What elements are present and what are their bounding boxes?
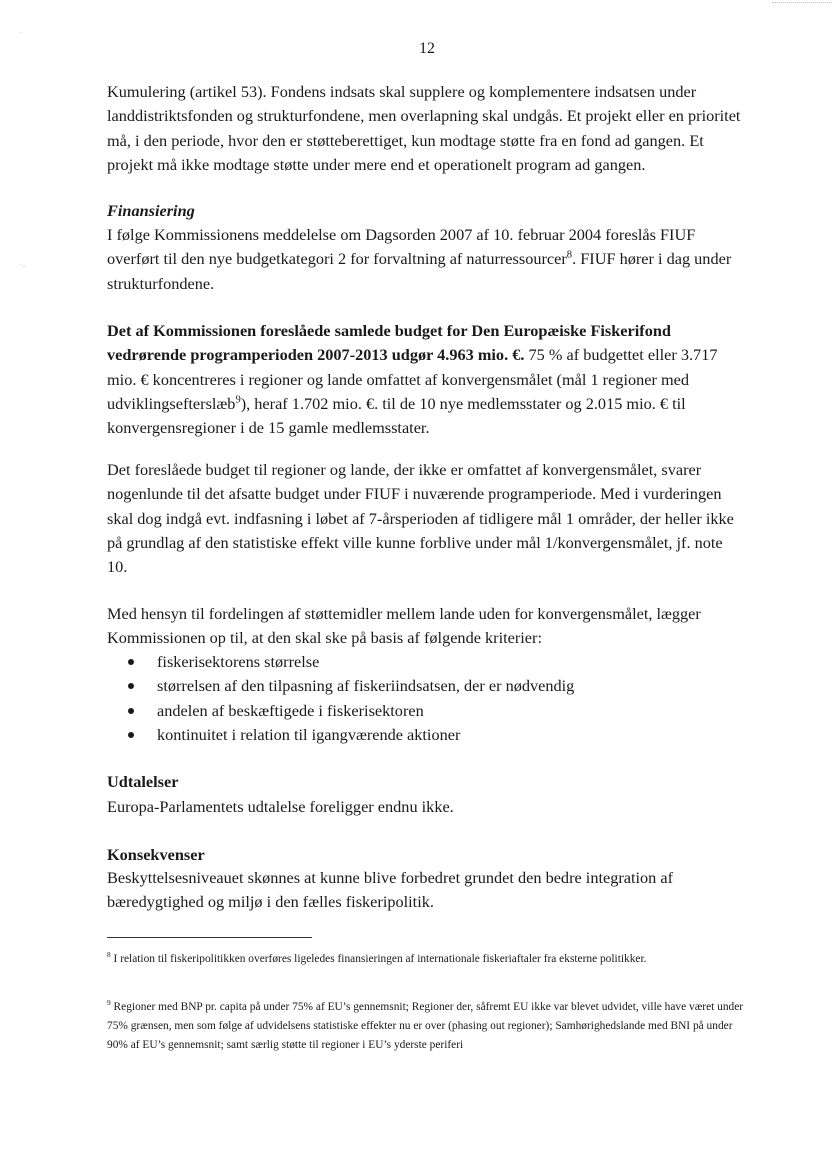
paragraph-udtalelser: Europa-Parlamentets udtalelse foreligger endnu ikke. (107, 797, 454, 816)
scan-edge-mark (772, 2, 832, 3)
footnote-separator (107, 937, 312, 938)
footnote-ref-9: 9 (235, 394, 241, 406)
footnote-9 (107, 998, 747, 1055)
list-item: kontinuitet i relation til igangværende aktioner (107, 723, 574, 747)
heading-konsekvenser: Konsekvenser (107, 845, 205, 864)
paragraph-budget-comparison: Det foreslåede budget til regioner og lande, der ikke er omfattet af konvergensmålet, svarer nogenlunde til det afsatte budget under FIUF i nuværende programperiode. Med i vurderingen skal dog indgå evt. indfasning i løbet af 7-årsperioden af tidligere mål 1 områder, der heller ikke på grundlag af den statistiske effekt ville kunne forblive under mål 1/konvergensmålet, jf. note 10. (107, 460, 734, 577)
budget-text-before: 75 % af budgettet eller 3.717 mio. € koncentreres i regioner og lande omfattet af konvergensmålet (mål 1 regioner med udviklingsefterslæb (107, 345, 718, 413)
bullet-icon (128, 683, 134, 689)
footnote-text: Regioner med BNP pr. capita på under 75% af EU’s gennemsnit; Regioner der, såfremt EU ikke var blevet udvidet, ville have været under 75% grænsen, men som følge af udvidelsens statistiske effekter nu er over (phasing out regioner); Samhørighedslande med BNI på under 90% af EU’s gennemsnit; samt særlig støtte til regioner i EU’s yderste periferi (107, 1001, 744, 1051)
finansiering-text-before: I følge Kommissionens meddelelse om Dagsorden 2007 af 10. februar 2004 foreslås FIUF overført til den nye budgetkategori 2 for forvaltning af naturressourcer (107, 225, 696, 269)
heading-finansiering: Finansiering (107, 201, 195, 220)
budget-text-after: ), heraf 1.702 mio. €. til de 10 nye medlemsstater og 2.015 mio. € til konvergensregioner i de 15 gamle medlemsstater. (107, 393, 686, 438)
list-item: størrelsen af den tilpasning af fiskeriindsatsen, der er nødvendig (107, 674, 574, 698)
footnote-text: I relation til fiskeripolitikken overføres ligeledes finansieringen af internationale fiskeriaftaler fra eksterne politikker. (110, 953, 647, 965)
list-item: fiskerisektorens størrelse (107, 650, 574, 674)
list-item: andelen af beskæftigede i fiskerisektoren (107, 699, 574, 723)
criteria-list (107, 650, 574, 747)
paragraph-konsekvenser: Beskyttelsesniveauet skønnes at kunne blive forbedret grundet den bedre integration af bæredygtighed og miljø i den fælles fiskeripolitik. (107, 868, 674, 912)
page-number: 12 (419, 40, 435, 57)
bullet-icon (128, 732, 134, 738)
footnote-number: 9 (107, 998, 111, 1008)
bullet-icon (128, 659, 134, 665)
scan-speck: ·‥ (20, 262, 26, 269)
budget-bold-text: Det af Kommissionen foreslåede samlede budget for Den Europæiske Fiskerifond vedrørende programperioden 2007-2013 udgør 4.963 mio. €. (107, 321, 671, 365)
scan-speck: . (20, 28, 22, 35)
paragraph-finansiering (107, 223, 747, 296)
bullet-icon (128, 708, 134, 714)
footnote-ref-8: 8 (566, 249, 573, 261)
footnote-8 (107, 950, 747, 969)
paragraph-budget (107, 319, 747, 440)
heading-udtalelser: Udtalelser (107, 772, 179, 791)
finansiering-text-after: . FIUF hører i dag under strukturfondene. (107, 249, 732, 293)
footnote-number: 8 (107, 950, 111, 960)
paragraph-criteria-intro: Med hensyn til fordelingen af støttemidler mellem lande uden for konvergensmålet, lægger Kommissionen op til, at den skal ske på basis af følgende kriterier: (107, 604, 701, 648)
paragraph-kumulering: Kumulering (artikel 53). Fondens indsats skal supplere og komplementere indsatsen under landdistriktsfonden og strukturfondene, men overlapning skal undgås. Et projekt eller en prioritet må, i den periode, hvor den er støtteberettiget, kun modtage støtte fra en fond ad gangen. Et projekt må ikke modtage støtte under mere end et operationelt program ad gangen. (107, 82, 741, 174)
